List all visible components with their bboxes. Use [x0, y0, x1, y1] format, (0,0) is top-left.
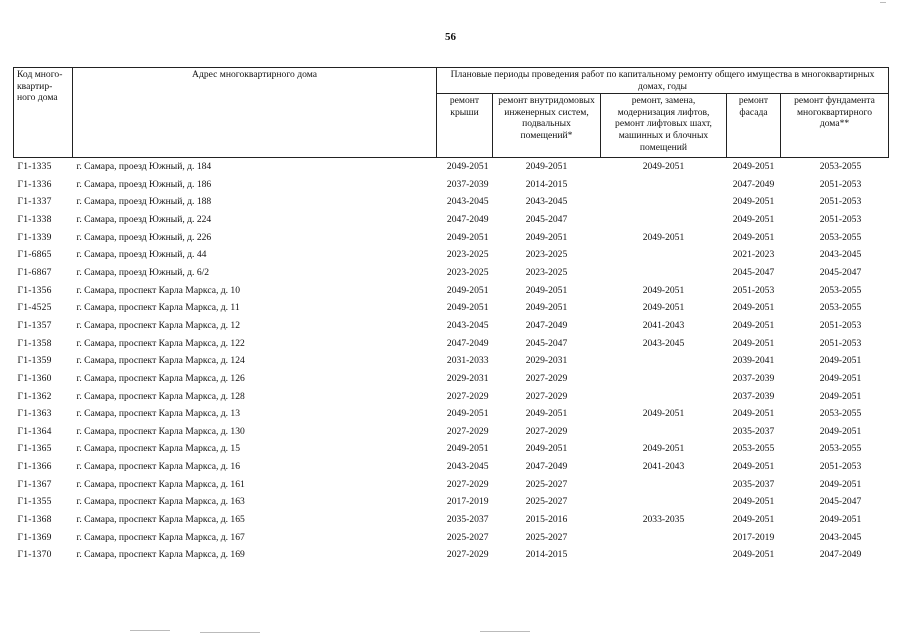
cell-facade: 2021-2023: [732, 249, 775, 261]
cell-address: г. Самара, проспект Карла Маркса, д. 126: [76, 372, 245, 384]
cell-code: Г1-1356: [17, 284, 52, 296]
cell-facade: 2049-2051: [732, 319, 775, 331]
cell-code: Г1-1360: [17, 372, 52, 384]
cell-roof: 2027-2029: [446, 390, 489, 402]
table-row: [14, 282, 889, 300]
table-row: [14, 299, 889, 317]
cell-elevators: 2043-2045: [642, 337, 685, 349]
scan-artifact: [880, 2, 886, 3]
cell-facade: 2049-2051: [732, 231, 775, 243]
cell-engineering: 2014-2015: [525, 178, 568, 190]
header-address: Адрес многоквартирного дома: [73, 68, 437, 158]
cell-roof: 2049-2051: [446, 231, 489, 243]
cell-facade: 2049-2051: [732, 302, 775, 314]
cell-facade: 2051-2053: [732, 284, 775, 296]
cell-address: г. Самара, проезд Южный, д. 44: [76, 249, 207, 261]
cell-code: Г1-1366: [17, 461, 52, 473]
cell-foundation: 2045-2047: [819, 496, 862, 508]
cell-engineering: 2023-2025: [525, 267, 568, 279]
cell-address: г. Самара, проспект Карла Маркса, д. 161: [76, 478, 245, 490]
cell-code: Г1-1355: [17, 496, 52, 508]
cell-address: г. Самара, проезд Южный, д. 6/2: [76, 267, 210, 279]
cell-foundation: 2049-2051: [819, 372, 862, 384]
cell-elevators: [601, 370, 727, 388]
cell-roof: 2043-2045: [446, 196, 489, 208]
cell-elevators: 2041-2043: [642, 319, 685, 331]
cell-elevators: 2049-2051: [642, 443, 685, 455]
cell-roof: 2049-2051: [446, 302, 489, 314]
cell-code: Г1-1364: [17, 425, 52, 437]
table-row: [14, 158, 889, 176]
cell-roof: 2047-2049: [446, 214, 489, 226]
cell-code: Г1-6867: [17, 267, 52, 279]
cell-elevators: 2033-2035: [642, 514, 685, 526]
cell-engineering: 2047-2049: [525, 461, 568, 473]
header-periods-group: Плановые периоды проведения работ по капитальному ремонту общего имущества в многоквартирных домах, годы: [437, 68, 889, 94]
cell-facade: 2049-2051: [732, 461, 775, 473]
table-row: [14, 352, 889, 370]
cell-address: г. Самара, проспект Карла Маркса, д. 169: [76, 549, 245, 561]
cell-engineering: 2049-2051: [525, 408, 568, 420]
cell-roof: 2043-2045: [446, 461, 489, 473]
table-row: [14, 317, 889, 335]
cell-roof: 2017-2019: [446, 496, 489, 508]
cell-code: Г1-1368: [17, 514, 52, 526]
cell-facade: 2037-2039: [732, 390, 775, 402]
table-row: [14, 529, 889, 547]
cell-facade: 2037-2039: [732, 372, 775, 384]
cell-engineering: 2025-2027: [525, 478, 568, 490]
cell-foundation: 2049-2051: [819, 514, 862, 526]
cell-foundation: 2051-2053: [819, 319, 862, 331]
cell-elevators: 2041-2043: [642, 461, 685, 473]
cell-facade: 2053-2055: [732, 443, 775, 455]
cell-foundation: 2049-2051: [819, 355, 862, 367]
cell-facade: 2049-2051: [732, 496, 775, 508]
cell-foundation: 2053-2055: [819, 284, 862, 296]
table-row: [14, 176, 889, 194]
cell-code: Г1-1367: [17, 478, 52, 490]
table-row: [14, 476, 889, 494]
cell-elevators: 2049-2051: [642, 408, 685, 420]
cell-facade: 2049-2051: [732, 514, 775, 526]
cell-code: Г1-4525: [17, 302, 52, 314]
cell-code: Г1-1336: [17, 178, 52, 190]
cell-foundation: 2053-2055: [819, 161, 862, 173]
cell-facade: 2049-2051: [732, 337, 775, 349]
cell-roof: 2049-2051: [446, 408, 489, 420]
table-row: [14, 440, 889, 458]
cell-elevators: [601, 546, 727, 564]
cell-elevators: 2049-2051: [642, 231, 685, 243]
capital-repair-table: [13, 67, 889, 564]
header-roof: ремонт крыши: [437, 94, 493, 158]
cell-engineering: 2015-2016: [525, 514, 568, 526]
cell-code: Г1-1365: [17, 443, 52, 455]
cell-engineering: 2025-2027: [525, 531, 568, 543]
cell-engineering: 2049-2051: [525, 231, 568, 243]
table-row: [14, 370, 889, 388]
cell-elevators: [601, 476, 727, 494]
cell-foundation: 2053-2055: [819, 231, 862, 243]
cell-engineering: 2027-2029: [525, 372, 568, 384]
cell-engineering: 2029-2031: [525, 355, 568, 367]
cell-foundation: 2043-2045: [819, 249, 862, 261]
cell-roof: 2023-2025: [446, 267, 489, 279]
cell-address: г. Самара, проспект Карла Маркса, д. 122: [76, 337, 245, 349]
table-row: [14, 458, 889, 476]
table-row: [14, 211, 889, 229]
cell-engineering: 2027-2029: [525, 390, 568, 402]
cell-elevators: [601, 388, 727, 406]
cell-foundation: 2051-2053: [819, 337, 862, 349]
cell-foundation: 2045-2047: [819, 267, 862, 279]
page-number: 56: [445, 31, 456, 43]
cell-facade: 2035-2037: [732, 425, 775, 437]
cell-code: Г1-1339: [17, 231, 52, 243]
header-elevators: ремонт, замена, модернизация лифтов, ремонт лифтовых шахт, машинных и блочных помещений: [601, 94, 727, 158]
cell-engineering: 2027-2029: [525, 425, 568, 437]
table-row: [14, 193, 889, 211]
cell-foundation: 2053-2055: [819, 443, 862, 455]
cell-address: г. Самара, проспект Карла Маркса, д. 130: [76, 425, 245, 437]
cell-roof: 2031-2033: [446, 355, 489, 367]
cell-code: Г1-1370: [17, 549, 52, 561]
cell-engineering: 2014-2015: [525, 549, 568, 561]
cell-elevators: 2049-2051: [642, 302, 685, 314]
cell-engineering: 2047-2049: [525, 319, 568, 331]
cell-address: г. Самара, проезд Южный, д. 186: [76, 178, 212, 190]
cell-engineering: 2043-2045: [525, 196, 568, 208]
scan-artifact: [200, 632, 260, 633]
cell-foundation: 2053-2055: [819, 408, 862, 420]
cell-code: Г1-6865: [17, 249, 52, 261]
cell-roof: 2035-2037: [446, 514, 489, 526]
table-row: [14, 511, 889, 529]
table-row: [14, 405, 889, 423]
cell-foundation: 2047-2049: [819, 549, 862, 561]
cell-facade: 2049-2051: [732, 408, 775, 420]
cell-elevators: [601, 176, 727, 194]
cell-address: г. Самара, проспект Карла Маркса, д. 128: [76, 390, 245, 402]
cell-address: г. Самара, проезд Южный, д. 224: [76, 214, 212, 226]
cell-roof: 2049-2051: [446, 161, 489, 173]
header-engineering: ремонт внутридомовых инженерных систем, подвальных помещений*: [493, 94, 601, 158]
cell-address: г. Самара, проспект Карла Маркса, д. 167: [76, 531, 245, 543]
header-foundation: ремонт фундамента многоквартирного дома**: [781, 94, 889, 158]
cell-address: г. Самара, проспект Карла Маркса, д. 10: [76, 284, 241, 296]
cell-facade: 2045-2047: [732, 267, 775, 279]
cell-foundation: 2053-2055: [819, 302, 862, 314]
cell-engineering: 2025-2027: [525, 496, 568, 508]
cell-engineering: 2049-2051: [525, 302, 568, 314]
cell-code: Г1-1357: [17, 319, 52, 331]
cell-facade: 2049-2051: [732, 214, 775, 226]
table-row: [14, 493, 889, 511]
cell-address: г. Самара, проезд Южный, д. 188: [76, 196, 212, 208]
cell-roof: 2025-2027: [446, 531, 489, 543]
cell-roof: 2023-2025: [446, 249, 489, 261]
cell-elevators: [601, 246, 727, 264]
header-code: Код много-квартир-ного дома: [14, 68, 73, 158]
cell-address: г. Самара, проспект Карла Маркса, д. 163: [76, 496, 245, 508]
table-row: [14, 423, 889, 441]
cell-facade: 2049-2051: [732, 161, 775, 173]
cell-roof: 2049-2051: [446, 443, 489, 455]
table-row: [14, 246, 889, 264]
cell-elevators: [601, 423, 727, 441]
cell-code: Г1-1363: [17, 408, 52, 420]
cell-foundation: 2051-2053: [819, 178, 862, 190]
cell-roof: 2049-2051: [446, 284, 489, 296]
cell-facade: 2049-2051: [732, 549, 775, 561]
cell-address: г. Самара, проспект Карла Маркса, д. 11: [76, 302, 240, 314]
scan-artifact: [130, 630, 170, 631]
header-facade: ремонт фасада: [727, 94, 781, 158]
cell-foundation: 2049-2051: [819, 478, 862, 490]
table-row: [14, 546, 889, 564]
cell-address: г. Самара, проезд Южный, д. 226: [76, 231, 212, 243]
table-row: [14, 229, 889, 247]
cell-foundation: 2049-2051: [819, 425, 862, 437]
cell-code: Г1-1359: [17, 355, 52, 367]
cell-engineering: 2045-2047: [525, 337, 568, 349]
cell-foundation: 2051-2053: [819, 461, 862, 473]
cell-elevators: 2049-2051: [642, 284, 685, 296]
table-row: [14, 388, 889, 406]
cell-facade: 2039-2041: [732, 355, 775, 367]
cell-facade: 2047-2049: [732, 178, 775, 190]
table-row: [14, 264, 889, 282]
cell-roof: 2027-2029: [446, 549, 489, 561]
cell-elevators: [601, 211, 727, 229]
cell-roof: 2037-2039: [446, 178, 489, 190]
cell-foundation: 2051-2053: [819, 214, 862, 226]
table-row: [14, 335, 889, 353]
cell-address: г. Самара, проспект Карла Маркса, д. 15: [76, 443, 241, 455]
cell-facade: 2017-2019: [732, 531, 775, 543]
cell-roof: 2027-2029: [446, 478, 489, 490]
cell-elevators: [601, 352, 727, 370]
cell-code: Г1-1369: [17, 531, 52, 543]
cell-address: г. Самара, проспект Карла Маркса, д. 16: [76, 461, 241, 473]
cell-facade: 2049-2051: [732, 196, 775, 208]
cell-code: Г1-1337: [17, 196, 52, 208]
cell-engineering: 2049-2051: [525, 284, 568, 296]
cell-roof: 2029-2031: [446, 372, 489, 384]
cell-elevators: [601, 529, 727, 547]
cell-address: г. Самара, проезд Южный, д. 184: [76, 161, 212, 173]
cell-elevators: [601, 264, 727, 282]
cell-facade: 2035-2037: [732, 478, 775, 490]
cell-code: Г1-1362: [17, 390, 52, 402]
cell-engineering: 2045-2047: [525, 214, 568, 226]
cell-address: г. Самара, проспект Карла Маркса, д. 124: [76, 355, 245, 367]
cell-address: г. Самара, проспект Карла Маркса, д. 165: [76, 514, 245, 526]
cell-code: Г1-1358: [17, 337, 52, 349]
cell-code: Г1-1338: [17, 214, 52, 226]
cell-address: г. Самара, проспект Карла Маркса, д. 12: [76, 319, 241, 331]
cell-elevators: [601, 193, 727, 211]
cell-foundation: 2049-2051: [819, 390, 862, 402]
cell-roof: 2047-2049: [446, 337, 489, 349]
cell-engineering: 2023-2025: [525, 249, 568, 261]
cell-foundation: 2051-2053: [819, 196, 862, 208]
cell-code: Г1-1335: [17, 161, 52, 173]
cell-foundation: 2043-2045: [819, 531, 862, 543]
cell-engineering: 2049-2051: [525, 161, 568, 173]
cell-address: г. Самара, проспект Карла Маркса, д. 13: [76, 408, 241, 420]
table-body: [14, 158, 889, 564]
cell-engineering: 2049-2051: [525, 443, 568, 455]
cell-roof: 2027-2029: [446, 425, 489, 437]
cell-roof: 2043-2045: [446, 319, 489, 331]
scan-artifact: [480, 631, 530, 632]
cell-elevators: [601, 493, 727, 511]
cell-elevators: 2049-2051: [642, 161, 685, 173]
